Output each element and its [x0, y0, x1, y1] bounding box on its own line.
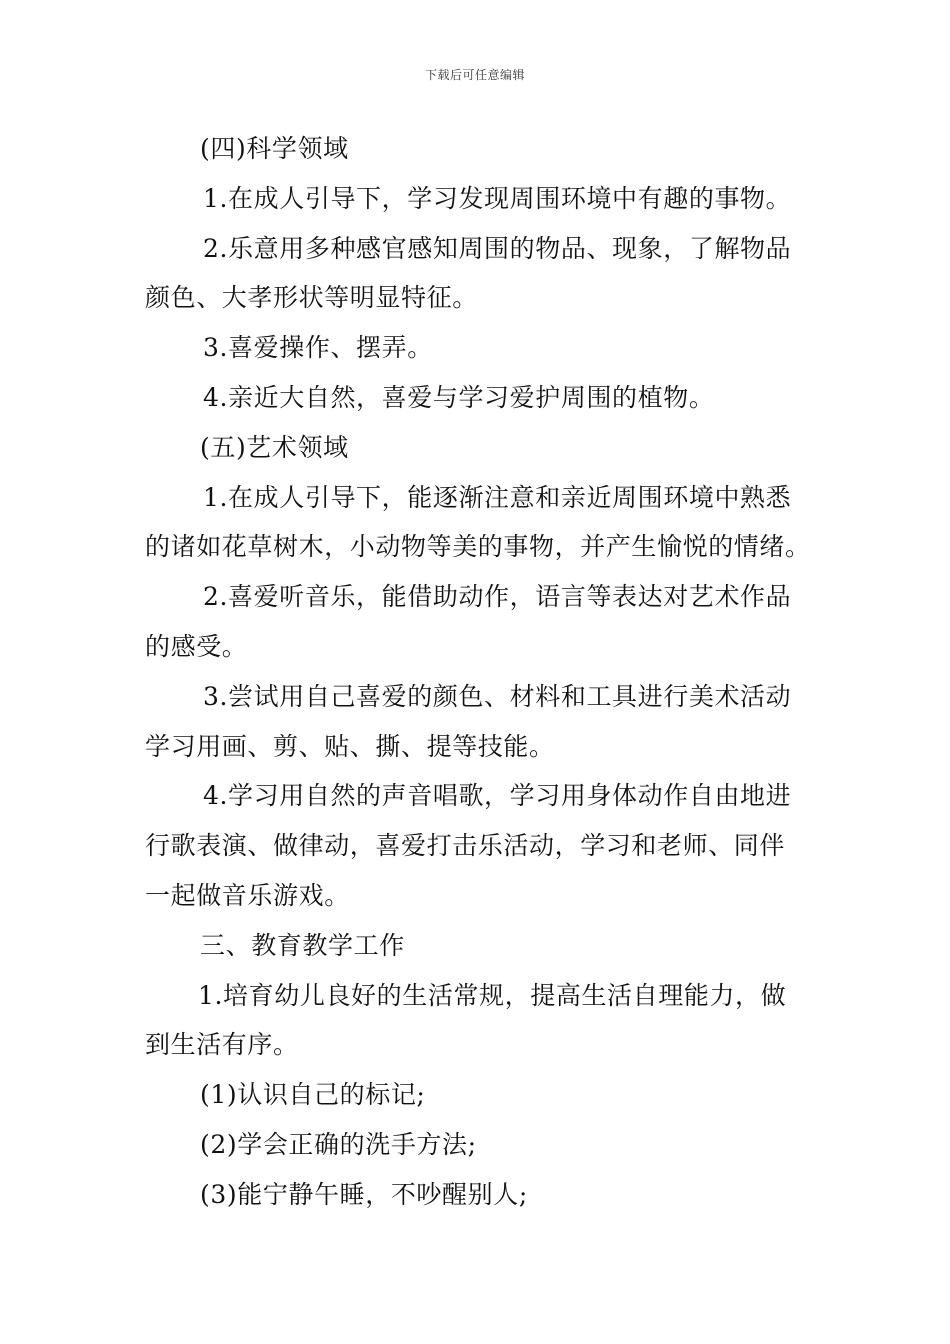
paragraph-line: 颜色、大孝形状等明显特征。: [145, 283, 478, 313]
list-item: (2)学会正确的洗手方法;: [200, 1129, 477, 1159]
paragraph-line: 一起做音乐游戏。: [145, 880, 350, 910]
paragraph-line: 1.在成人引导下，能逐渐注意和亲近周围环境中熟悉: [203, 482, 792, 512]
section-heading-science: (四)科学领域: [200, 134, 349, 163]
paragraph-line: 1.在成人引导下，学习发现周围环境中有趣的事物。: [203, 183, 792, 213]
paragraph-line: 1.培育幼儿良好的生活常规，提高生活自理能力，做: [198, 980, 787, 1010]
paragraph-line: 到生活有序。: [145, 1030, 299, 1060]
document-body: [145, 124, 810, 1220]
paragraph-line: 的诸如花草树木，小动物等美的事物，并产生愉悦的情绪。: [145, 532, 811, 562]
paragraph-line: 2.乐意用多种感官感知周围的物品、现象，了解物品: [203, 233, 792, 263]
list-item: (3)能宁静午睡，不吵醒别人;: [200, 1179, 528, 1209]
paragraph-line: 2.喜爱听音乐，能借助动作，语言等表达对艺术作品: [203, 582, 792, 612]
header-note: 下载后可任意编辑: [424, 68, 525, 82]
section-heading-art: (五)艺术领域: [200, 432, 349, 462]
paragraph-line: 行歌表演、做律动，喜爱打击乐活动，学习和老师、同伴: [145, 831, 786, 861]
section-heading-teaching: 三、教育教学工作: [200, 930, 405, 960]
paragraph-line: 的感受。: [145, 631, 248, 661]
paragraph-line: 学习用画、剪、贴、撕、提等技能。: [145, 731, 555, 761]
list-item: (1)认识自己的标记;: [200, 1080, 426, 1110]
paragraph-line: 3.喜爱操作、摆弄。: [203, 333, 433, 363]
paragraph-line: 4.亲近大自然，喜爱与学习爱护周围的植物。: [203, 382, 715, 412]
paragraph-line: 3.尝试用自己喜爱的颜色、材料和工具进行美术活动: [203, 681, 792, 711]
paragraph-line: 4.学习用自然的声音唱歌，学习用身体动作自由地进: [203, 781, 792, 811]
